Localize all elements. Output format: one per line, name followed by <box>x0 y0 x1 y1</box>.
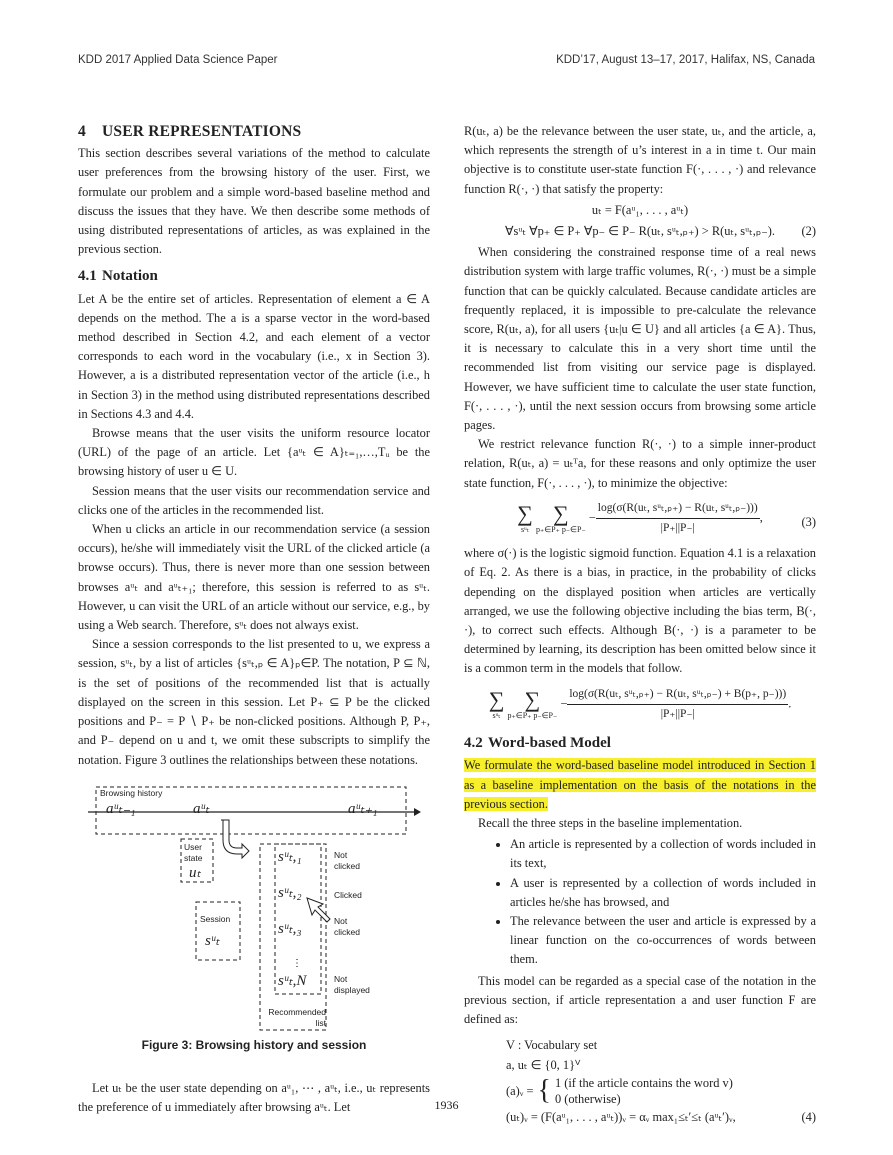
case-zero: 0 (otherwise) <box>554 1092 621 1107</box>
section-number: 4 <box>78 123 86 140</box>
s-t: sᵘₜ <box>205 932 220 949</box>
subsection-number: 4.2 <box>464 735 483 752</box>
equation-2-body: ∀sᵘₜ ∀p₊ ∈ P₊ ∀p₋ ∈ P₋ R(uₜ, sᵘₜ,ₚ₊) > R(uₜ, sᵘₜ,ₚ₋). <box>505 224 775 239</box>
highlighted-paragraph <box>464 756 816 814</box>
ellipsis-icon: ⋮ <box>292 957 302 969</box>
paragraph: R(uₜ, a) be the relevance between the user state, uₜ, and the article, a, which represents the strength of u’s interest in a in time t. Our main objective is to constitute user-state function F(·, . . . , ·) and relevance function R(·, ·) that satisfy the property: <box>464 124 816 196</box>
label-not-clicked-2: Not clicked <box>334 915 360 937</box>
sum-inner-index: p₊∈P₊ p₋∈P₋ <box>535 525 586 535</box>
figure-3 <box>78 782 430 1032</box>
sum-outer: ∑ sᵘₜ <box>517 501 533 535</box>
paragraph: Session means that the user visits our recommendation service and clicks one of the articles in the recommended list. <box>78 483 430 517</box>
figure-caption: Figure 3: Browsing history and session <box>141 1037 367 1052</box>
label-session: Session <box>200 913 231 924</box>
a-current: aᵘₜ <box>193 800 210 817</box>
numerator: log(σ(R(uₜ, sᵘₜ,ₚ₊) − R(uₜ, sᵘₜ,ₚ₋))) <box>596 499 760 519</box>
fraction <box>596 499 760 538</box>
list-item: • The relevance between the user and article is expressed by a linear function on the co-occurrences of words between them. <box>510 912 816 970</box>
paragraph: Let uₜ be the user state depending on aᵘ₁, ⋯ , aᵘₜ, i.e., uₜ represents the preference of u immediately after browsing aᵘₜ. Let <box>78 1080 430 1115</box>
a-next: aᵘₜ₊₁ <box>348 800 378 817</box>
subsection-title: Notation <box>102 268 158 285</box>
definition: a, uₜ ∈ {0, 1}ⱽ <box>506 1058 581 1073</box>
fraction <box>567 685 788 724</box>
sum-outer-index: sᵘₜ <box>492 710 501 720</box>
equation-number: (3) <box>801 514 816 529</box>
bullet-list <box>464 835 816 969</box>
definitions <box>506 1035 816 1127</box>
s-t-3: sᵘₜ,₃ <box>278 920 302 937</box>
running-header-left: KDD 2017 Applied Data Science Paper <box>78 54 278 66</box>
paragraph: When u clicks an article in our recommendation service (a session occurs), he/she will immediately visit the URL of the clicked article (a browse occurs). Thus, there is never more than one session between browses aᵘₜ and aᵘₜ₊₁; therefore, this session is referred to as sᵘₜ. However, u can visit the URL of an article without our service, e.g., by using a Web search. Therefore, sᵘₜ does not always exist. <box>78 522 430 633</box>
paragraph: Since a session corresponds to the list presented to u, we express a session, sᵘₜ, by a list of articles {sᵘₜ,ₚ ∈ A}ₚ∈P. The notation, P ⊆ ℕ, is the set of positions of the recommended list that is actually displayed on the screen in this session. Let P₊ ⊆ P be the clicked positions and P₋ = P ∖ P₊ be non-clicked positions. Although P, P₊, and P₋ depend on u and t, we omit these subscripts to simplify the notation. Figure 3 outlines the relationships between these notations. <box>78 637 430 767</box>
equation-bias: ∑ sᵘₜ ∑ p₊∈P₊ p₋∈P₋ − $\frac{\text{log(σ(R(uₜ, sᵘₜ,ₚ₊) − R(uₜ, sᵘₜ,ₚ₋) + B(p₊, p₋)))}}{|P_+||P_-|}$ . <box>464 685 816 724</box>
a-prev: aᵘₜ₋₁ <box>106 800 136 817</box>
sum-outer: ∑ sᵘₜ <box>488 686 505 720</box>
paragraph: Let A be the entire set of articles. Representation of element a ∈ A depends on the method. The a is a sparse vector in the word-based method described in Section 4.2, and each element of a vector corresponds to each word in the vocabulary (i.e., x in Section 3). However, a is a distributed representation vector of the article (i.e., h in Section 3) in the method using distributed representations described in Sections 4.3 and 4.4. <box>78 291 430 421</box>
sum-inner: ∑ p₊∈P₊ p₋∈P₋ <box>507 686 558 720</box>
denominator: |P₊||P₋| <box>660 522 695 535</box>
sum-outer-index: sᵘₜ <box>520 525 530 535</box>
subsection-number: 4.1 <box>78 268 97 285</box>
label-browsing-history: Browsing history <box>100 787 163 798</box>
equation-3: ∑ sᵘₜ ∑ p₊∈P₊ p₋∈P₋ − $\frac{\text{log(σ(R(uₜ, sᵘₜ,ₚ₊) − R(uₜ, sᵘₜ,ₚ₋)))}}{|P_+||P_-|}$ , (3) <box>464 499 816 538</box>
label-user-state: User state <box>184 841 203 863</box>
session-label-box <box>196 902 240 960</box>
equation-number: (2) <box>801 224 816 239</box>
paragraph: where σ(·) is the logistic sigmoid function. Equation 4.1 is a relaxation of Eq. 2. As there is a bias, in practice, in the probability of clicks depending on the displayed position when articles are vertically arranged, we use the following objective including the bias term, B(·, ·), to correct such effects. Although B(·, ·) is a parameter to be determined by learning, its description has been omitted below since it is a common term in the models that follow. <box>464 546 816 676</box>
subsection-title: Word-based Model <box>488 735 611 752</box>
paragraph: Recall the three steps in the baseline implementation. <box>478 815 743 830</box>
s-t-1: sᵘₜ,₁ <box>278 848 302 865</box>
numerator: log(σ(R(uₜ, sᵘₜ,ₚ₊) − R(uₜ, sᵘₜ,ₚ₋) + B(p₊, p₋))) <box>567 685 788 705</box>
section-intro: This section describes several variations of the method to calculate user preferences from the browsing history of the user. First, we formulate our problem and a simple word-based baseline method and discuss the issues that they have. We then describe some methods of using distributed representations of articles, as was explained in the previous section. <box>78 146 430 257</box>
paragraph: When considering the constrained response time of a real news distribution system with large traffic volumes, R(·, ·) must be a simple function that can be quickly calculated. Because candidate articles are frequently replaced, it is impossible to pre-calculate the relevance score, R(uₜ, a), for all users {uₜ|u ∈ U} and all articles {a ∈ A}. Thus, it is necessary to calculate this in a very short time until the recommended list from visiting our service page is displayed. However, we have sufficient time to calculate the user state function, F(·, . . . , ·), until the next session occurs from browsing some article pages. <box>464 245 816 433</box>
paragraph: This model can be regarded as a special case of the notation in the previous section, if article representation a and user function F are defined as: <box>464 973 816 1026</box>
sum-inner-index: p₊∈P₊ p₋∈P₋ <box>507 710 558 720</box>
label-clicked: Clicked <box>334 889 362 900</box>
list-item: • A user is represented by a collection of words included in articles he/she has browsed, and <box>510 874 816 912</box>
equation-2 <box>464 222 816 241</box>
running-header-right: KDD’17, August 13–17, 2017, Halifax, NS, Canada <box>556 54 815 66</box>
label-not-clicked-1: Not clicked <box>334 849 360 871</box>
section-heading <box>78 122 430 141</box>
paragraph: We restrict relevance function R(·, ·) to a simple inner-product relation, R(uₜ, a) = uₜᵀa, for these reasons and only optimize the user state function, F(·, . . . , ·), to minimize the objective: <box>464 437 816 490</box>
cases-lhs: (a)ᵥ = <box>506 1084 534 1099</box>
highlight: We formulate the word-based baseline model introduced in Section 1 as a baseline implementation on the basis of the notations in the previous section. <box>464 758 816 811</box>
label-recommended-list: Recommended list <box>268 1006 326 1028</box>
label-not-displayed: Not displayed <box>334 973 370 995</box>
section-title: USER REPRESENTATIONS <box>102 123 302 140</box>
denominator: |P₊||P₋| <box>660 707 695 720</box>
flow-arrow-icon <box>221 820 249 858</box>
definition: V : Vocabulary set <box>506 1038 598 1053</box>
sum-inner: ∑ p₊∈P₊ p₋∈P₋ <box>535 501 586 535</box>
s-t-n: sᵘₜ,N <box>278 972 307 989</box>
case-one: 1 (if the article contains the word v) <box>554 1076 733 1091</box>
subsection-heading <box>78 267 430 286</box>
cursor-icon <box>307 898 330 922</box>
brace-icon: { <box>537 1075 551 1107</box>
page-number: 1936 <box>434 1098 459 1112</box>
left-column <box>78 122 430 1117</box>
s-t-2: sᵘₜ,₂ <box>278 884 302 901</box>
u-t: uₜ <box>189 864 201 881</box>
arrowhead-icon <box>414 808 421 816</box>
equation-number: (4) <box>801 1110 816 1125</box>
equation-user-state: uₜ = F(aᵘ₁, . . . , aᵘₜ) <box>591 202 689 217</box>
list-item: • An article is represented by a collection of words included in its text, <box>510 835 816 873</box>
user-function-def: (uₜ)ᵥ = (F(aᵘ₁, . . . , aᵘₜ))ᵥ = αᵥ max₁≤ₜ′≤ₜ (aᵘₜ′)ᵥ, <box>506 1110 736 1125</box>
subsection-heading <box>464 734 816 753</box>
paragraph: Browse means that the user visits the uniform resource locator (URL) of the page of an article. Let {aᵘₜ ∈ A}ₜ₌₁,…,Tᵤ be the browsing history of user u ∈ U. <box>78 426 430 479</box>
right-column <box>464 122 816 1127</box>
